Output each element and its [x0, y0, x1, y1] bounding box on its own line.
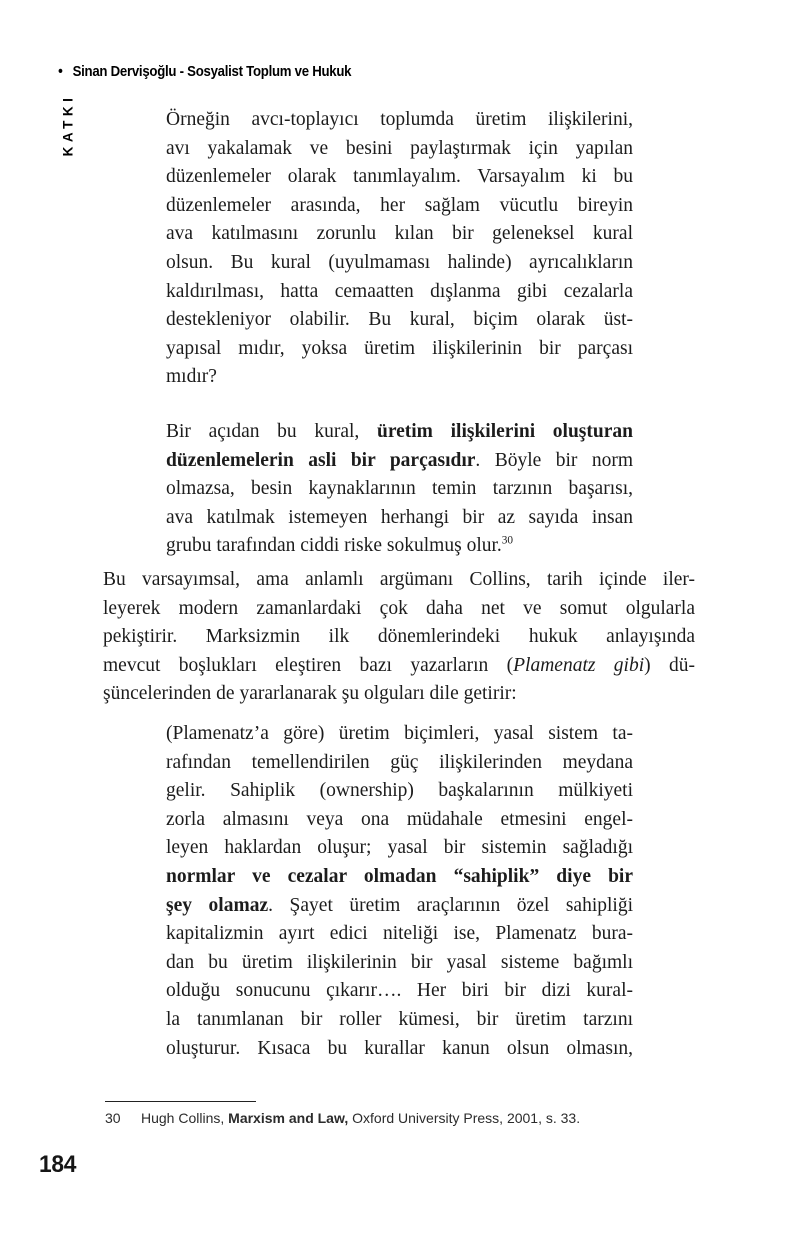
text-line: gelir. Sahiplik (ownership) başkalarının mülkiyeti	[166, 780, 633, 802]
side-label-katki: KATKI	[60, 93, 76, 157]
quote-block-3	[166, 720, 633, 1063]
text-line: şüncelerinden de yararlanarak şu olguları dile getirir:	[103, 683, 517, 705]
text-line: leyerek modern zamanlardaki çok daha net ve somut olgularla	[103, 597, 695, 619]
header-text	[73, 63, 352, 80]
footnote	[105, 1110, 665, 1126]
text-line: normlar ve cezalar olmadan “sahiplik” diye bir	[166, 865, 633, 887]
author-name: Sinan Dervişoğlu -	[72, 63, 188, 80]
quote-block-1	[166, 106, 633, 392]
text-line: Bu varsayımsal, ama anlamlı argümanı Collins, tarih içinde iler-	[103, 569, 695, 590]
text-line: şey olamaz. Şayet üretim araçlarının özel sahipliği	[166, 894, 634, 916]
text-line: oluşturur. Kısaca bu kurallar kanun olsun olmasın,	[166, 1037, 633, 1059]
text-line: kaldırılması, hatta cemaatten dışlanma gibi cezalarla	[166, 280, 633, 302]
text-line: düzenlemeler arasında, her sağlam vücutlu bireyin	[166, 194, 633, 216]
text-line: leyen haklardan oluşur; yasal bir sistemin sağladığı	[166, 837, 633, 859]
text-line: olmazsa, besin kaynaklarının temin tarzının başarısı,	[166, 478, 633, 500]
bullet-icon: •	[58, 62, 63, 80]
footnote-separator	[105, 1101, 256, 1102]
text-line: mıdır?	[166, 366, 217, 388]
quote-block-2	[166, 418, 633, 561]
text-line: kapitalizmin ayırt edici niteliği ise, Plamenatz bura-	[166, 923, 633, 945]
text-line: rafından temellendirilen güç ilişkilerinden meydana	[166, 751, 633, 773]
book-title: Sosyalist Toplum ve Hukuk	[187, 63, 352, 80]
text-line: la tanımlanan bir roller kümesi, bir üretim tarzını	[166, 1008, 633, 1030]
text-line: destekleniyor olabilir. Bu kural, biçim olarak üst-	[166, 309, 633, 331]
text-line: ava katılmak istemeyen herhangi bir az sayıda insan	[166, 506, 633, 528]
footnote-book-title: Marxism and Law,	[228, 1110, 349, 1126]
text-line: zorla almasını veya ona müdahale etmesini engel-	[166, 808, 633, 830]
text-line: ava katılmasını zorunlu kılan bir geleneksel kural	[166, 223, 633, 245]
text-line: olduğu sonucunu çıkarır…. Her biri bir dizi kural-	[166, 980, 633, 1002]
page-number: 184	[39, 1151, 77, 1178]
page-header	[58, 63, 351, 80]
text-line: yapısal mıdır, yoksa üretim ilişkilerinin bir parçası	[166, 337, 633, 359]
text-line: avı yakalamak ve besini paylaştırmak için yapılan	[166, 137, 633, 159]
text-line: dan bu üretim ilişkilerinin bir yasal sisteme bağımlı	[166, 951, 633, 973]
text-line: pekiştirir. Marksizmin ilk dönemlerindeki hukuk anlayışında	[103, 626, 695, 648]
text-line: Örneğin avcı-toplayıcı toplumda üretim ilişkilerini,	[166, 109, 633, 130]
text-line: düzenlemelerin asli bir parçasıdır. Böyle bir norm	[166, 449, 633, 471]
footnote-number: 30	[105, 1110, 121, 1126]
text-line: mevcut boşlukları eleştiren bazı yazarların (Plamenatz gibi) dü-	[103, 654, 695, 676]
text-line: olsun. Bu kural (uyulmaması halinde) ayrıcalıkların	[166, 251, 633, 273]
text-line: düzenlemeler olarak tanımlayalım. Varsayalım ki bu	[166, 166, 633, 188]
text-line: (Plamenatz’a göre) üretim biçimleri, yasal sistem ta-	[166, 723, 633, 744]
text-line: grubu tarafından ciddi riske sokulmuş olur.$^{30}$	[166, 534, 514, 557]
footnote-text: Hugh Collins, Marxism and Law, Oxford University Press, 2001, s. 33.	[141, 1110, 581, 1126]
text-line: Bir açıdan bu kural, üretim ilişkilerini oluşturan	[166, 421, 633, 442]
body-paragraph	[103, 566, 695, 709]
